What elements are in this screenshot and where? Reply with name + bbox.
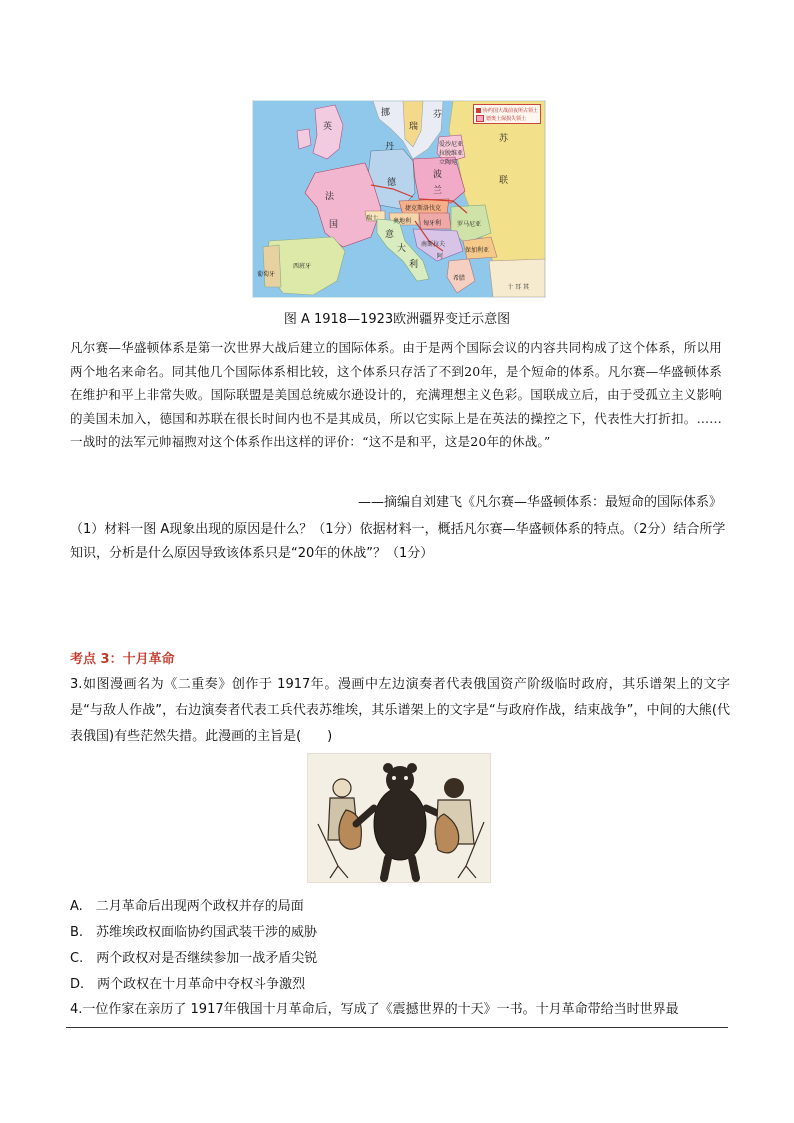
material-passage: 凡尔赛—华盛顿体系是第一次世界大战后建立的国际体系。由于是两个国际会议的内容共同构成了这个体系，所以用两个地名来命名。同其他几个国际体系相比较，这个体系只存活了不到20年，是个短命的体系。凡尔赛—华盛顿体系在维护和平上非常失败。国际联盟是美国总统威尔逊设计的，充满理想主义色彩。国联成立后，由于受孤立主义影响的美国未加入，德国和苏联在很长时间内也不是其成员，所以它实际上是在英法的操控之下，代表性大打折扣。……一战时的法军元帅福煦对这个体系作出这样的评价：“这不是和平，这是20年的休战。” (70, 340, 722, 449)
map-label-italy: 大 (397, 244, 407, 254)
europe-border-map (252, 100, 546, 298)
map-label-hungary: 匈牙利 (423, 220, 442, 227)
map-label-soviet: 苏 (499, 134, 509, 144)
option-a[interactable]: A. 二月革命后出现两个政权并存的局面 (70, 899, 304, 914)
map-label-denmark: 丹 (385, 142, 395, 152)
map-label-albania: 阿 (437, 253, 444, 260)
option-b[interactable]: B. 苏维埃政权面临协约国武装干涉的威胁 (70, 925, 318, 940)
figure-caption: 图 A 1918—1923欧洲疆界变迁示意图 (283, 312, 511, 327)
duet-cartoon-image (307, 753, 491, 883)
map-label-czechoslovakia: 捷克斯洛伐克 (405, 205, 442, 212)
map-label-france: 国 (329, 220, 339, 230)
legend-swatch-icon (476, 108, 481, 113)
map-legend (473, 104, 541, 124)
map-label-yugoslavia: 南斯拉夫 (421, 241, 446, 248)
legend-swatch-icon (476, 115, 484, 122)
map-label-italy: 利 (409, 260, 419, 270)
map-label-bulgaria: 保加利亚 (465, 247, 490, 254)
map-label-germany: 德 (387, 178, 397, 188)
option-c[interactable]: C. 两个政权对是否继续参加一战矛盾尖锐 (70, 951, 318, 966)
map-label-france: 法 (325, 192, 335, 202)
map-label-greece: 希腊 (453, 275, 466, 282)
map-label-lithuania: 立陶宛 (439, 159, 458, 166)
legend-row (476, 114, 538, 122)
map-label-sweden: 瑞 (409, 122, 419, 132)
map-label-estonia: 爱沙尼亚 (439, 141, 464, 148)
map-label-spain: 西班牙 (293, 263, 312, 270)
map-label-norway: 挪 (381, 108, 391, 118)
map-label-poland: 波 (433, 170, 443, 180)
map-label-romania: 罗马尼亚 (457, 221, 482, 228)
section-title: 考点 3：十月革命 (70, 652, 175, 667)
map-label-soviet: 联 (499, 176, 509, 186)
option-d[interactable]: D. 两个政权在十月革命中夺权斗争激烈 (70, 977, 306, 992)
cartoon-drawing (308, 754, 490, 882)
map-label-finland: 芬 (433, 110, 443, 120)
map-label-latvia: 拉脱维亚 (439, 150, 464, 157)
question-4: 4.一位作家在亲历了 1917年俄国十月革命后，写成了《震撼世界的十天》一书。十月革命带给当时世界最 (70, 1002, 679, 1017)
legend-row (476, 106, 538, 114)
legend-text: 协约国大战前夜所占领土 (482, 107, 538, 114)
legend-text: 德奥土保损失领土 (486, 115, 527, 122)
map-label-switzerland: 瑞士 (366, 215, 379, 222)
map-label-italy: 意 (385, 230, 395, 240)
answer-options (70, 894, 730, 998)
passage-source: ——摘编自刘建飞《凡尔赛—华盛顿体系：最短命的国际体系》 (357, 495, 722, 510)
map-label-britain: 英 (323, 122, 333, 132)
map-label-portugal: 葡萄牙 (257, 271, 276, 278)
map-label-austria: 奥地利 (393, 218, 412, 225)
map-label-poland: 兰 (433, 186, 443, 196)
question-3: 3.如图漫画名为《二重奏》创作于 1917年。漫画中左边演奏者代表俄国资产阶级临时政府，其乐谱架上的文字是“与敌人作战”，右边演奏者代表工兵代表苏维埃，其乐谱架上的文字是“与政府作战，结束战争”，中间的大熊(代表俄国)有些茫然失措。此漫画的主旨是( ) (70, 677, 730, 744)
question-1: （1）材料一图 A现象出现的原因是什么？（1分）依据材料一，概括凡尔赛—华盛顿体系的特点。（2分）结合所学知识，分析是什么原因导致该体系只是“20年的休战”？（1分） (70, 522, 726, 561)
footer-divider (66, 1027, 728, 1028)
map-label-turkey: 十 耳 其 (507, 284, 529, 291)
